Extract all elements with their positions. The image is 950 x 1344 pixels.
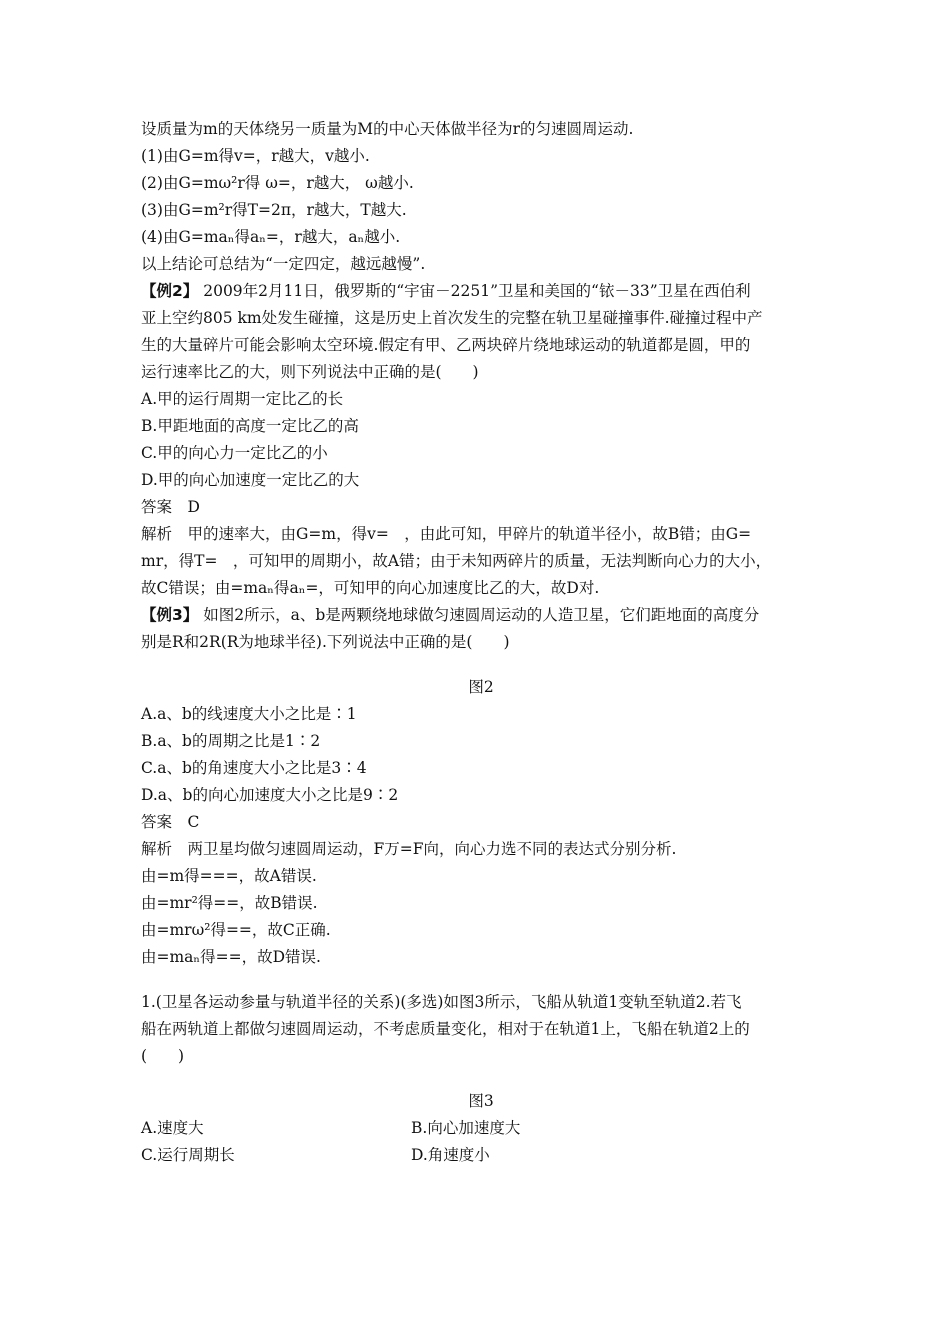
example2-text: 2009年2月11日，俄罗斯的“宇宙－2251”卫星和美国的“铱－33”卫星在西伯利 [198,282,751,300]
example2-analysis-2: mr，得T= ，可知甲的周期小，故A错；由于未知两碎片的质量，无法判断向心力的大小， [141,552,772,570]
question1-options-row-2 [141,1142,821,1169]
example2-line-3: 生的大量碎片可能会影响太空环境.假定有甲、乙两块碎片绕地球运动的轨道都是圆，甲的 [141,336,751,354]
example3-answer: 答案 C [141,813,200,831]
example3-tag: 【例3】 [141,606,199,624]
example3-line-1 [141,602,821,629]
question1-line-2: 船在两轨道上都做匀速圆周运动，不考虑质量变化，相对于在轨道1上，飞船在轨道2上的 [141,1020,750,1038]
question1-options-row-1 [141,1115,821,1142]
figure-3-caption: 图3 [468,1092,494,1110]
example3-analysis-2: 由=m得===，故A错误. [141,867,317,885]
example2-analysis-1: 解析 甲的速率大，由G=m，得v= ，由此可知，甲碎片的轨道半径小，故B错；由G= [141,525,752,543]
document-page [141,116,821,1169]
intro-line: 设质量为m的天体绕另一质量为M的中心天体做半径为r的匀速圆周运动. [141,120,634,138]
question1-line-1: 1.(卫星各运动参量与轨道半径的关系)(多选)如图3所示，飞船从轨道1变轨至轨道2.若飞 [141,993,742,1011]
example3-analysis-5: 由=maₙ得==，故D错误. [141,948,321,966]
example2-option-a: A.甲的运行周期一定比乙的长 [141,390,344,408]
example3-option-d: D.a、b的向心加速度大小之比是9∶2 [141,786,399,804]
example2-option-d: D.甲的向心加速度一定比乙的大 [141,471,360,489]
point-2: (2)由G=mω²r得 ω=，r越大， ω越小. [141,174,414,192]
example3-line-2: 别是R和2R(R为地球半径).下列说法中正确的是( ) [141,633,510,651]
figure-2-caption: 图2 [468,678,494,696]
question1-option-d: D.角速度小 [411,1146,490,1164]
example2-line-4: 运行速率比乙的大，则下列说法中正确的是( ) [141,363,479,381]
example3-text: 如图2所示，a、b是两颗绕地球做匀速圆周运动的人造卫星，它们距地面的高度分 [198,606,760,624]
example3-option-b: B.a、b的周期之比是1∶2 [141,732,321,750]
example2-line-2: 亚上空约805 km处发生碰撞，这是历史上首次发生的完整在轨卫星碰撞事件.碰撞过程中产 [141,309,763,327]
example2-tag: 【例2】 [141,282,199,300]
summary-line: 以上结论可总结为“一定四定，越远越慢”. [141,255,426,273]
example2-analysis-3: 故C错误；由=maₙ得aₙ=，可知甲的向心加速度比乙的大，故D对. [141,579,600,597]
example3-analysis-3: 由=mr²得==，故B错误. [141,894,318,912]
example3-analysis-4: 由=mrω²得==，故C正确. [141,921,331,939]
question1-option-a: A.速度大 [141,1119,204,1137]
example3-analysis-1: 解析 两卫星均做匀速圆周运动，F万=F向，向心力选不同的表达式分别分析. [141,840,677,858]
question1-option-b: B.向心加速度大 [411,1119,521,1137]
example3-option-c: C.a、b的角速度大小之比是3∶4 [141,759,367,777]
example3-option-a: A.a、b的线速度大小之比是∶1 [141,705,357,723]
point-3: (3)由G=m²r得T=2π，r越大，T越大. [141,201,407,219]
question1-option-c: C.运行周期长 [141,1146,235,1164]
point-1: (1)由G=m得v=，r越大，v越小. [141,147,370,165]
example2-answer: 答案 D [141,498,200,516]
point-4: (4)由G=maₙ得aₙ=，r越大，aₙ越小. [141,228,401,246]
question1-line-3: ( ) [141,1047,185,1065]
example2-option-b: B.甲距地面的高度一定比乙的高 [141,417,359,435]
example2-option-c: C.甲的向心力一定比乙的小 [141,444,328,462]
example2-line-1 [141,278,821,305]
